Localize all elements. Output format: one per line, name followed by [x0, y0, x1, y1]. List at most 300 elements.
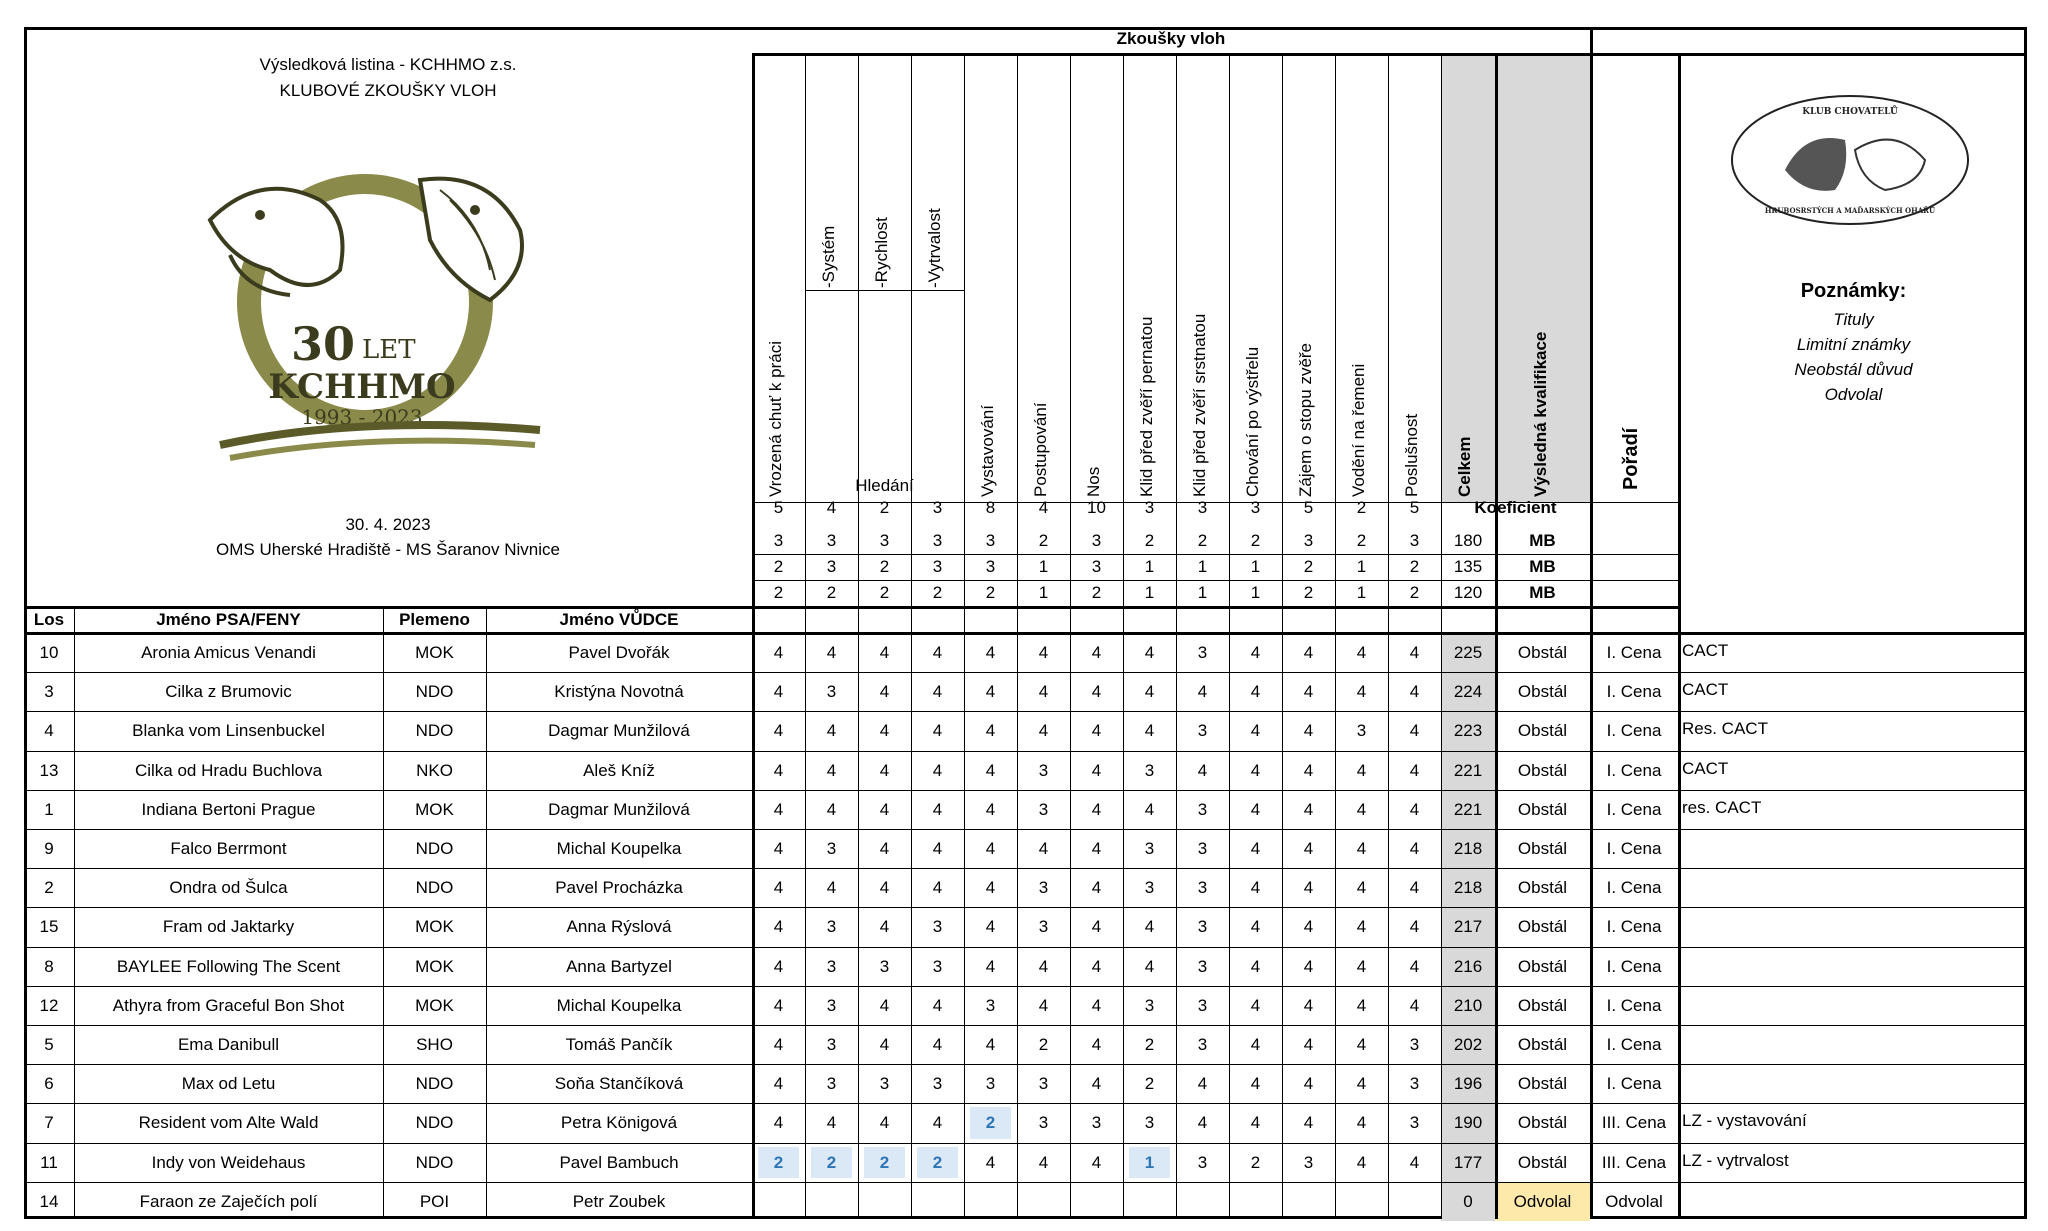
row-total: 217 [1453, 917, 1483, 937]
row-breed: NDO [415, 1074, 454, 1094]
row-score: 4 [1197, 682, 1208, 702]
row-score: 4 [773, 799, 784, 819]
row-handler: Dagmar Munžilová [548, 721, 690, 741]
row-score: 2 [1144, 1074, 1155, 1094]
row-score: 3 [1144, 839, 1155, 858]
row-breed: NDO [415, 878, 454, 898]
row-score: 2 [1250, 1152, 1261, 1172]
row-result: Obstál [1517, 799, 1568, 819]
row-score: 4 [1144, 682, 1155, 702]
row-dog-name: Blanka vom Linsenbuckel [132, 721, 325, 741]
limit-grade: MB [1529, 583, 1556, 602]
row-score: 4 [1356, 878, 1367, 898]
row-rank: I. Cena [1606, 721, 1662, 741]
row-dog-name: Falco Berrmont [170, 839, 287, 858]
row-score: 4 [1250, 1035, 1261, 1054]
row-handler: Kristýna Novotná [554, 682, 684, 702]
row-handler: Aleš Kníž [583, 760, 655, 780]
row-dog-name: Ondra od Šulca [169, 878, 288, 898]
row-score: 3 [1038, 878, 1049, 898]
row-breed: MOK [415, 917, 454, 937]
row-result: Obstál [1517, 682, 1568, 702]
row-score: 4 [1091, 956, 1102, 976]
row-score: 2 [879, 1152, 890, 1172]
table-header-name: Jméno PSA/FENY [156, 610, 301, 629]
row-score: 4 [1409, 643, 1420, 662]
row-breed: NDO [415, 682, 454, 702]
koeficient-value: 10 [1087, 498, 1106, 517]
club-seal-bottom-text: HRUBOSRSTÝCH A MAĎARSKÝCH OHAŘŮ [1764, 206, 1936, 215]
limit-value: 3 [932, 531, 943, 550]
row-score: 4 [879, 1035, 890, 1054]
row-score: 4 [985, 721, 996, 741]
koeficient-value: 4 [826, 498, 837, 517]
row-score: 4 [1409, 799, 1420, 819]
row-rank: III. Cena [1601, 1113, 1667, 1133]
row-score: 4 [1356, 839, 1367, 858]
limit-value: 2 [1356, 531, 1367, 550]
row-breed: SHO [416, 1035, 453, 1054]
logo-number: 30 [290, 317, 355, 371]
row-score: 3 [932, 917, 943, 937]
limit-total: 135 [1453, 557, 1483, 576]
column-header-11: Vodění na řemeni [1349, 363, 1368, 497]
row-score: 4 [1303, 917, 1314, 937]
row-los: 7 [44, 1113, 54, 1133]
row-note: LZ - vystavování [1682, 1111, 1807, 1131]
limit-value: 1 [1250, 557, 1261, 576]
row-score: 4 [1303, 878, 1314, 898]
hledani-label: Hledání [855, 476, 914, 495]
row-score: 4 [879, 643, 890, 662]
limit-value: 3 [1091, 557, 1102, 576]
line-poradi-right [1678, 53, 1681, 1219]
row-score: 4 [826, 721, 837, 741]
column-header-6: Nos [1084, 466, 1103, 497]
row-score: 4 [932, 799, 943, 819]
row-score: 4 [932, 878, 943, 898]
row-dog-name: Cilka z Brumovic [165, 682, 292, 702]
limit-value: 2 [1409, 583, 1420, 602]
row-score: 4 [773, 956, 784, 976]
row-score: 3 [985, 995, 996, 1015]
limit-value: 1 [1144, 557, 1155, 576]
limit-value: 3 [985, 531, 996, 550]
row-score: 4 [1091, 839, 1102, 858]
limit-value: 2 [932, 583, 943, 602]
row-breed: NKO [416, 760, 453, 780]
row-score: 3 [1144, 760, 1155, 780]
row-score: 4 [1303, 682, 1314, 702]
row-score: 3 [1409, 1035, 1420, 1054]
limit-value: 2 [1144, 531, 1155, 550]
row-handler: Soňa Stančíková [554, 1074, 684, 1094]
row-breed: MOK [415, 643, 454, 662]
row-breed: MOK [415, 799, 454, 819]
koeficient-value: 3 [1197, 498, 1208, 517]
row-score: 4 [1250, 760, 1261, 780]
line-hledani-sub [805, 290, 964, 291]
row-score: 4 [1038, 682, 1049, 702]
row-score: 4 [932, 1113, 943, 1133]
column-header-7: Klid před zvěří pernatou [1137, 316, 1156, 497]
event-place: OMS Uherské Hradiště - MS Šaranov Nivnice [216, 540, 560, 559]
limit-value: 1 [1250, 583, 1261, 602]
row-score: 4 [1303, 839, 1314, 858]
row-score: 4 [932, 721, 943, 741]
column-header-2: -Rychlost [872, 217, 891, 288]
limit-value: 2 [985, 583, 996, 602]
row-note: LZ - vytrvalost [1682, 1150, 1789, 1170]
row-score: 3 [1038, 917, 1049, 937]
row-score: 3 [1144, 878, 1155, 898]
koeficient-value: 4 [1038, 498, 1049, 517]
row-score: 4 [879, 995, 890, 1015]
row-total: 196 [1453, 1074, 1483, 1094]
row-score: 4 [826, 799, 837, 819]
koeficient-value: 5 [773, 498, 784, 517]
row-score: 4 [826, 878, 837, 898]
limit-value: 1 [1144, 583, 1155, 602]
row-note: CACT [1682, 641, 1729, 660]
row-rank: I. Cena [1606, 878, 1662, 898]
row-score: 4 [1038, 839, 1049, 858]
row-score: 4 [826, 1113, 837, 1133]
row-los: 6 [44, 1074, 54, 1094]
limit-value: 2 [1303, 557, 1314, 576]
row-score: 4 [985, 839, 996, 858]
row-score: 4 [773, 1035, 784, 1054]
row-score: 4 [1144, 956, 1155, 976]
anniversary-logo [190, 160, 590, 470]
row-total: 177 [1453, 1152, 1483, 1172]
row-score: 4 [985, 956, 996, 976]
table-header-los: Los [33, 610, 65, 629]
row-note: Res. CACT [1682, 719, 1768, 739]
row-breed: NDO [415, 839, 454, 858]
koeficient-value: 3 [1144, 498, 1155, 517]
koeficient-value: 2 [1356, 498, 1367, 517]
row-score: 4 [1091, 721, 1102, 741]
row-score: 4 [773, 917, 784, 937]
column-header-0: Vrozená chuť k práci [766, 341, 785, 497]
row-handler: Pavel Dvořák [568, 643, 670, 662]
row-handler: Tomáš Pančík [565, 1035, 673, 1054]
row-breed: MOK [415, 995, 454, 1015]
row-score: 4 [773, 1113, 784, 1133]
row-score: 4 [985, 760, 996, 780]
row-score: 3 [1197, 1152, 1208, 1172]
row-score: 4 [1144, 721, 1155, 741]
row-score: 3 [932, 1074, 943, 1094]
row-breed: POI [419, 1191, 450, 1211]
row-dog-name: Max od Letu [181, 1074, 276, 1094]
row-rank: I. Cena [1606, 799, 1662, 819]
kvalifikace-header: Výsledná kvalifikace [1531, 331, 1550, 497]
row-score: 4 [1250, 1074, 1261, 1094]
limit-value: 1 [1356, 583, 1367, 602]
row-score: 4 [1091, 643, 1102, 662]
row-score: 4 [879, 839, 890, 858]
koeficient-value: 5 [1303, 498, 1314, 517]
row-score: 4 [1250, 682, 1261, 702]
row-dog-name: Athyra from Graceful Bon Shot [112, 995, 345, 1015]
limit-value: 2 [1091, 583, 1102, 602]
row-score: 4 [1091, 1074, 1102, 1094]
row-score: 3 [1197, 995, 1208, 1015]
row-total: 224 [1453, 682, 1483, 702]
logo-years: 1993 - 2023 [301, 405, 423, 429]
notes-title: Poznámky: [1800, 280, 1907, 302]
row-score: 4 [879, 1113, 890, 1133]
row-score: 4 [985, 643, 996, 662]
row-score: 4 [985, 1035, 996, 1054]
limit-value: 2 [773, 583, 784, 602]
row-score: 3 [1197, 1035, 1208, 1054]
row-score: 4 [1356, 956, 1367, 976]
row-score: 4 [1091, 799, 1102, 819]
row-los: 9 [44, 839, 54, 858]
row-note: res. CACT [1682, 797, 1762, 817]
limit-value: 2 [826, 583, 837, 602]
limit-value: 2 [1409, 557, 1420, 576]
notes-item-tituly: Tituly [1833, 310, 1874, 329]
row-score: 3 [826, 1035, 837, 1054]
row-score: 4 [1303, 721, 1314, 741]
row-score: 4 [1356, 799, 1367, 819]
row-score: 4 [1303, 799, 1314, 819]
row-breed: NDO [415, 721, 454, 741]
club-seal-logo [1725, 90, 1975, 230]
row-total: 223 [1453, 721, 1483, 741]
limit-total: 120 [1453, 583, 1483, 602]
document-title: Výsledková listina - KCHHMO z.s. [259, 55, 517, 74]
limit-value: 3 [826, 557, 837, 576]
row-los: 1 [44, 799, 54, 819]
row-score: 4 [773, 878, 784, 898]
row-total: 190 [1453, 1113, 1483, 1133]
limit-value: 3 [826, 531, 837, 550]
row-score: 4 [1038, 995, 1049, 1015]
row-score [752, 1182, 805, 1221]
row-rank: I. Cena [1606, 956, 1662, 976]
row-total: 225 [1453, 643, 1483, 662]
row-score: 3 [1197, 721, 1208, 741]
row-handler: Anna Bartyzel [566, 956, 672, 976]
document-subtitle: KLUBOVÉ ZKOUŠKY VLOH [279, 81, 497, 100]
row-score: 4 [773, 760, 784, 780]
row-score: 4 [1303, 1035, 1314, 1054]
row-score: 4 [1144, 643, 1155, 662]
row-score: 4 [1303, 956, 1314, 976]
row-score: 4 [773, 682, 784, 702]
limit-value: 2 [879, 583, 890, 602]
row-result: Obstál [1517, 1074, 1568, 1094]
row-score: 3 [1409, 1113, 1420, 1133]
row-handler: Michal Koupelka [556, 839, 682, 858]
row-score: 3 [1038, 1113, 1049, 1133]
row-score: 4 [879, 721, 890, 741]
row-rank: I. Cena [1606, 995, 1662, 1015]
row-los: 8 [44, 956, 54, 976]
row-handler: Michal Koupelka [556, 995, 682, 1015]
row-score [1229, 1182, 1282, 1221]
row-score: 4 [1091, 1152, 1102, 1172]
row-result: Obstál [1517, 643, 1568, 662]
row-score: 4 [985, 878, 996, 898]
row-score: 3 [1197, 799, 1208, 819]
club-seal-top-text: KLUB CHOVATELŮ [1802, 107, 1898, 117]
limit-grade: MB [1529, 557, 1556, 576]
row-total: 221 [1453, 760, 1483, 780]
row-score [1176, 1182, 1229, 1221]
row-score: 4 [1303, 760, 1314, 780]
row-score: 4 [1303, 1113, 1314, 1133]
row-total: 202 [1453, 1035, 1483, 1054]
row-total: 0 [1463, 1191, 1473, 1211]
row-score: 4 [1356, 995, 1367, 1015]
row-score: 2 [773, 1152, 784, 1172]
row-dog-name: Ema Danibull [177, 1035, 280, 1054]
row-handler: Petra Königová [560, 1113, 678, 1133]
column-header-4: Vystavování [978, 405, 997, 497]
row-score: 3 [1197, 917, 1208, 937]
limit-value: 3 [1409, 531, 1420, 550]
row-score: 4 [773, 721, 784, 741]
row-score [858, 1182, 911, 1221]
koeficient-value: 5 [1409, 498, 1420, 517]
line-group-bottom [752, 53, 2027, 56]
row-score: 4 [1250, 995, 1261, 1015]
notes-item-neobstal: Neobstál důvud [1794, 360, 1913, 379]
row-score [1282, 1182, 1335, 1221]
row-score: 4 [1356, 682, 1367, 702]
poradi-header: Pořadí [1620, 427, 1642, 490]
row-score: 4 [773, 995, 784, 1015]
row-score: 4 [1409, 956, 1420, 976]
row-rank: I. Cena [1606, 1035, 1662, 1054]
group-header-zkousky: Zkoušky vloh [1116, 29, 1226, 48]
row-score: 3 [879, 1074, 890, 1094]
row-score: 2 [1038, 1035, 1049, 1054]
row-total: 218 [1453, 839, 1483, 858]
row-result: Obstál [1517, 878, 1568, 898]
row-score: 4 [985, 682, 996, 702]
limit-value: 3 [985, 557, 996, 576]
row-los: 12 [39, 995, 59, 1015]
row-score: 1 [1144, 1152, 1155, 1172]
row-rank: I. Cena [1606, 917, 1662, 937]
row-result: Obstál [1517, 995, 1568, 1015]
row-score: 4 [1091, 1035, 1102, 1054]
row-score: 4 [932, 760, 943, 780]
row-result: Obstál [1517, 1113, 1568, 1133]
row-dog-name: Indy von Weidehaus [151, 1152, 306, 1172]
row-score: 4 [1250, 1113, 1261, 1133]
row-result: Obstál [1517, 1152, 1568, 1172]
row-rank: I. Cena [1606, 1074, 1662, 1094]
row-score: 4 [1356, 643, 1367, 662]
row-score: 4 [932, 643, 943, 662]
row-dog-name: Resident vom Alte Wald [138, 1113, 319, 1133]
celkem-column-bg [1441, 53, 1495, 502]
row-score [1335, 1182, 1388, 1221]
event-date: 30. 4. 2023 [345, 515, 431, 534]
celkem-header: Celkem [1455, 436, 1474, 497]
row-score: 3 [879, 956, 890, 976]
row-score: 4 [932, 995, 943, 1015]
row-los: 15 [39, 917, 59, 937]
row-breed: NDO [415, 1113, 454, 1133]
row-score: 4 [932, 839, 943, 858]
table-header-handler: Jméno VŮDCE [559, 610, 679, 629]
row-score [1388, 1182, 1441, 1221]
limit-value: 2 [879, 557, 890, 576]
row-score: 4 [1038, 721, 1049, 741]
column-header-5: Postupování [1031, 402, 1050, 497]
row-handler: Pavel Bambuch [559, 1152, 679, 1172]
row-score: 4 [1303, 643, 1314, 662]
row-result: Obstál [1517, 917, 1568, 937]
row-score: 3 [826, 995, 837, 1015]
row-los: 11 [40, 1152, 58, 1172]
limit-value: 2 [1303, 583, 1314, 602]
row-score: 4 [879, 760, 890, 780]
row-score: 4 [1250, 799, 1261, 819]
row-score: 4 [1038, 956, 1049, 976]
limit-value: 2 [1038, 531, 1049, 550]
row-score: 4 [773, 1074, 784, 1094]
row-note: CACT [1682, 758, 1729, 778]
row-score: 3 [1144, 1113, 1155, 1133]
notes-item-limitni: Limitní známky [1796, 335, 1911, 354]
koeficient-label: Koeficient [1474, 498, 1557, 517]
row-los: 2 [44, 878, 54, 898]
row-breed: MOK [415, 956, 454, 976]
row-score: 4 [1409, 682, 1420, 702]
row-score: 4 [1038, 1152, 1049, 1172]
row-score: 2 [985, 1113, 996, 1133]
limit-value: 1 [1038, 583, 1049, 602]
row-dog-name: Aronia Amicus Venandi [141, 643, 316, 662]
row-score: 4 [1409, 995, 1420, 1015]
row-los: 3 [44, 682, 54, 702]
row-score: 4 [1356, 917, 1367, 937]
limit-value: 1 [1038, 557, 1049, 576]
row-score: 4 [1091, 682, 1102, 702]
row-dog-name: Indiana Bertoni Prague [141, 799, 316, 819]
row-score: 4 [1409, 1152, 1420, 1172]
row-score: 3 [985, 1074, 996, 1094]
row-rank: III. Cena [1601, 1152, 1667, 1172]
koeficient-value: 3 [932, 498, 943, 517]
row-score: 4 [1409, 721, 1420, 741]
logo-club: KCHHMO [268, 367, 456, 407]
row-score [1070, 1182, 1123, 1221]
limit-value: 2 [1197, 531, 1208, 550]
row-los: 13 [39, 760, 59, 780]
limit-value: 2 [773, 557, 784, 576]
row-rank: I. Cena [1606, 839, 1662, 858]
column-header-8: Klid před zvěří srstnatou [1190, 313, 1209, 497]
row-score: 3 [826, 1074, 837, 1094]
row-los: 14 [39, 1191, 59, 1211]
row-score [805, 1182, 858, 1221]
row-score: 2 [826, 1152, 837, 1172]
table-header-breed: Plemeno [399, 610, 470, 629]
row-score: 4 [1356, 1074, 1367, 1094]
row-breed: NDO [415, 1152, 454, 1172]
